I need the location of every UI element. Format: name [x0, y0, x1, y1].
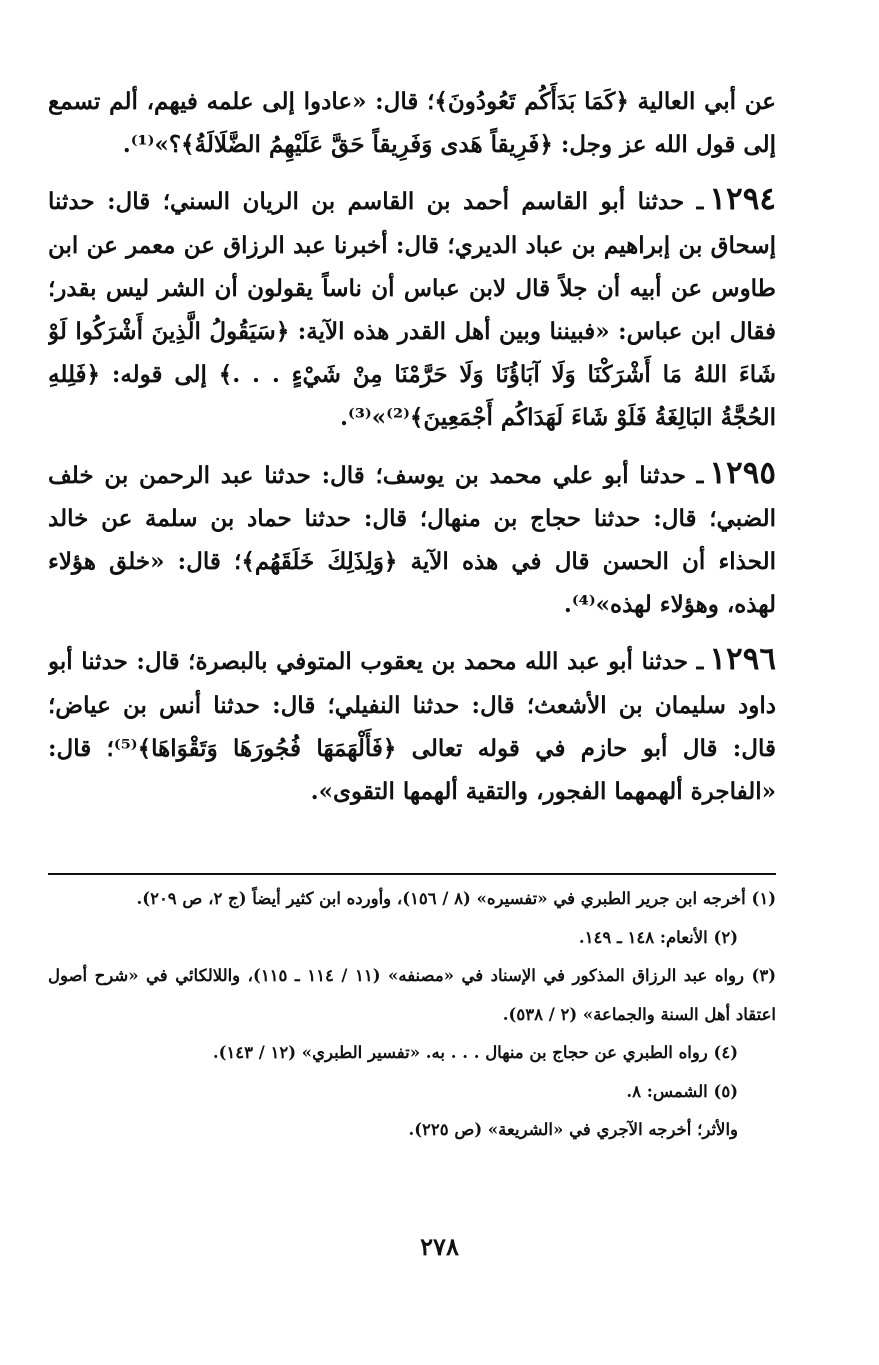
footnotes	[48, 880, 776, 1150]
footnote-2: (٢) الأنعام: ١٤٨ ـ ١٤٩.	[578, 927, 738, 947]
footnote-1: (١) أخرجه ابن جرير الطبري في «تفسيره» (٨ / ١٥٦)، وأورده ابن كثير أيضاً (ج ٢، ص ٢٠٩).	[136, 889, 776, 908]
paragraph-text: ـ حدثنا أبو عبد الله محمد بن يعقوب المتوفي بالبصرة؛ قال: حدثنا أبو داود سليمان بن الأشعث؛ قال: حدثنا النفيلي؛ قال: حدثنا أنس بن عياض؛ قال: قال أبو حازم في قوله تعالى ﴿فَأَلْهَمَهَا فُجُورَهَا وَتَقْوَاهَا﴾⁽⁵⁾؛ قال: «الفاجرة ألهمهما الفجور، والتقية ألهمها التقوى».	[48, 648, 776, 806]
paragraph-text: ـ حدثنا أبو القاسم أحمد بن القاسم بن الريان السني؛ قال: حدثنا إسحاق بن إبراهيم بن عباد الديري؛ قال: أخبرنا عبد الرزاق عن معمر عن ابن طاوس عن أبيه أن جلاً قال لابن عباس أن ناساً يقولون أن الشر ليس بقدر؛ فقال ابن عباس: «فبيننا وبين أهل القدر هذه الآية: ﴿سَيَقُولُ الَّذِينَ أَشْرَكُوا لَوْ شَاءَ اللهُ مَا أَشْرَكْنَا وَلَا آبَاؤُنَا وَلَا حَرَّمْنَا مِنْ شَيْءٍ . . .﴾ إلى قوله: ﴿فَلِلهِ الحُجَّةُ البَالِغَةُ فَلَوْ شَاءَ لَهَدَاكُم أَجْمَعِينَ﴾⁽²⁾»⁽³⁾.	[48, 188, 776, 432]
hadith-number: ١٢٩٥	[709, 454, 776, 491]
footnote-area	[48, 0, 776, 1365]
footnote-separator	[48, 873, 776, 875]
hadith-number: ١٢٩٦	[709, 641, 776, 678]
footnote-6: والأثر؛ أخرجه الآجري في «الشريعة» (ص ٢٢٥).	[408, 1120, 738, 1139]
footnote-5: (٥) الشمس: ٨.	[626, 1081, 738, 1101]
hadith-number: ١٢٩٤	[709, 181, 776, 218]
footnote-3: (٣) رواه عبد الرزاق المذكور في الإسناد في «مصنفه» (١١ / ١١٤ ـ ١١٥)، واللالكائي في «شرح أصول اعتقاد أهل السنة والجماعة» (٢ / ٥٣٨).	[48, 966, 777, 1024]
paragraph-text: عن أبي العالية ﴿كَمَا بَدَأَكُم تَعُودُونَ﴾؛ قال: «عادوا إلى علمه فيهم، ألم تسمع إلى قول الله عز وجل: ﴿فَرِيقاً هَدى وَفَرِيقاً حَقَّ عَلَيْهِمُ الضَّلَالَةُ﴾؟»⁽¹⁾.	[48, 88, 776, 159]
paragraph-text: ـ حدثنا أبو علي محمد بن يوسف؛ قال: حدثنا عبد الرحمن بن خلف الضبي؛ قال: حدثنا حجاج بن منهال؛ قال: حدثنا حماد بن سلمة عن خالد الحذاء أن الحسن قال في هذه الآية ﴿وَلِذَلِكَ خَلَقَهُم﴾؛ قال: «خلق هؤلاء لهذه، وهؤلاء لهذه»⁽⁴⁾.	[48, 461, 776, 619]
page-number: ٢٧٨	[420, 1232, 459, 1261]
footnote-4: (٤) رواه الطبري عن حجاج بن منهال . . . به. «تفسير الطبري» (١٢ / ١٤٣).	[212, 1043, 738, 1062]
